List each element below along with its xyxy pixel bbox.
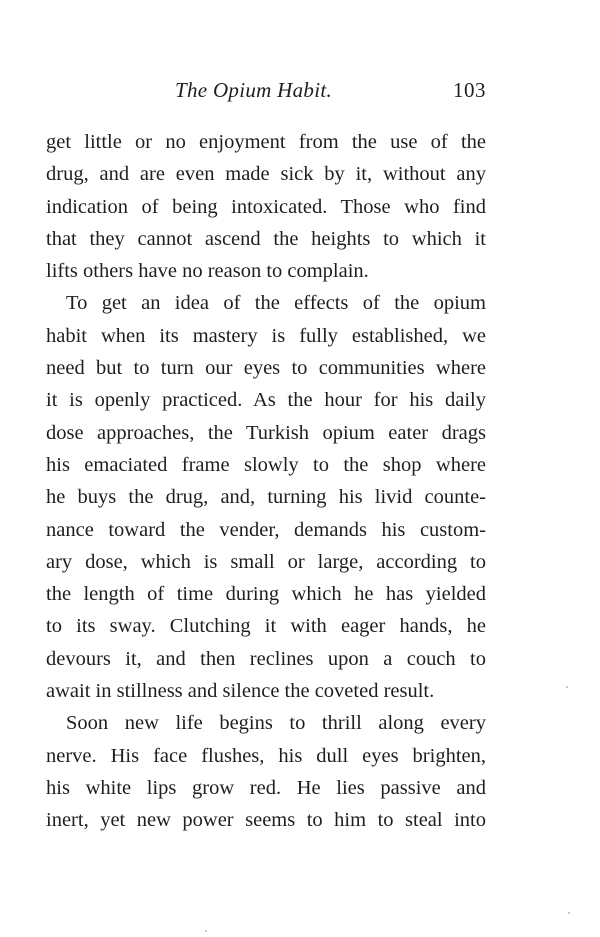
paper-speck <box>205 930 207 932</box>
text-line: his emaciated frame slowly to the shop where <box>46 453 486 476</box>
text-line: await in stillness and silence the coveted result. <box>46 680 435 703</box>
text-line: lifts others have no reason to complain. <box>46 260 369 283</box>
text-line: that they cannot ascend the heights to which it <box>46 227 486 250</box>
text-line: he buys the drug, and, turning his livid counte- <box>46 486 486 509</box>
text-line: To get an idea of the effects of the opium <box>66 292 486 315</box>
running-title: The Opium Habit. <box>175 78 333 102</box>
text-line: dose approaches, the Turkish opium eater drags <box>46 421 486 444</box>
paper-speck <box>566 686 568 688</box>
text-line: inert, yet new power seems to him to steal into <box>46 809 486 832</box>
text-line: Soon new life begins to thrill along every <box>66 712 486 735</box>
text-line: the length of time during which he has yielded <box>46 583 486 606</box>
text-line: ary dose, which is small or large, according to <box>46 550 486 573</box>
text-line: drug, and are even made sick by it, without any <box>46 163 486 186</box>
text-line: his white lips grow red. He lies passive and <box>46 776 486 799</box>
text-line: it is openly practiced. As the hour for his daily <box>46 389 486 412</box>
text-line: to its sway. Clutching it with eager hands, he <box>46 615 486 638</box>
paper-speck <box>568 912 570 914</box>
text-line: nance toward the vender, demands his custom- <box>46 518 486 541</box>
running-head <box>46 78 486 108</box>
text-line: nerve. His face flushes, his dull eyes brighten, <box>46 744 486 767</box>
text-line: habit when its mastery is fully established, we <box>46 324 486 347</box>
text-line: devours it, and then reclines upon a couch to <box>46 647 486 670</box>
text-line: get little or no enjoyment from the use of the <box>46 131 486 153</box>
page-number: 103 <box>453 78 486 102</box>
text-line: need but to turn our eyes to communities where <box>46 357 486 380</box>
body-text <box>46 126 486 837</box>
text-line: indication of being intoxicated. Those who find <box>46 195 486 218</box>
